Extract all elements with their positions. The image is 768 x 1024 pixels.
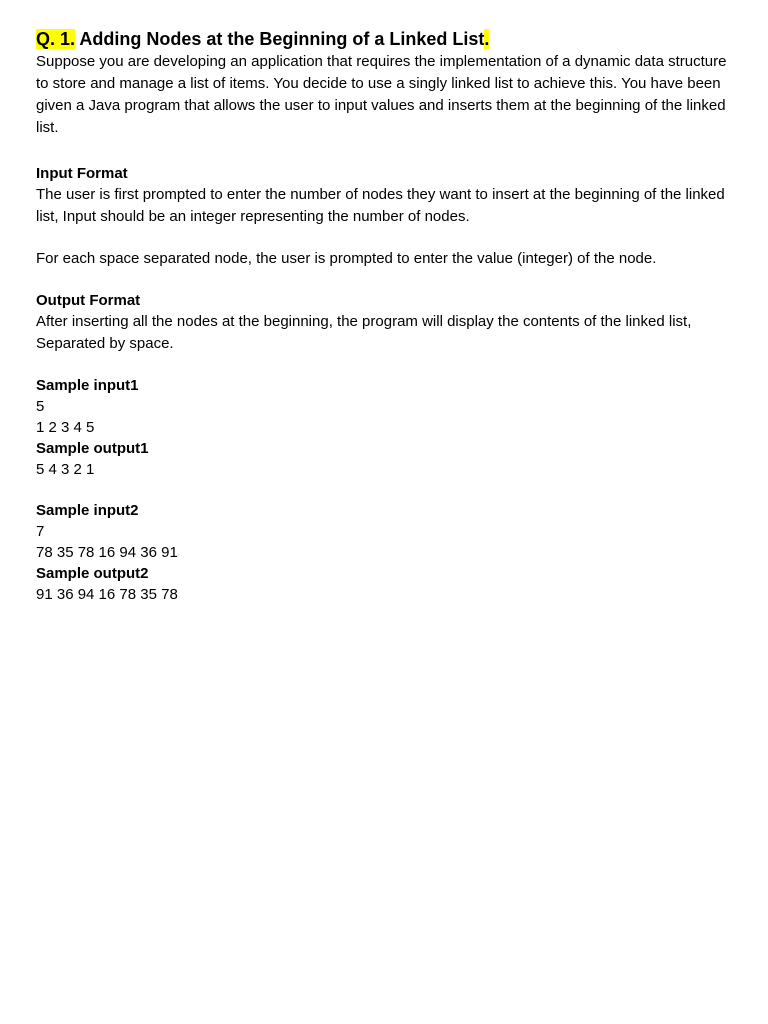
document-page bbox=[36, 27, 736, 605]
sample-output1-label: Sample output1 bbox=[36, 440, 149, 457]
spacer bbox=[36, 270, 736, 290]
sample-input1-values: 1 2 3 4 5 bbox=[36, 419, 95, 436]
input-format-heading: Input Format bbox=[36, 165, 128, 182]
output-format-text: After inserting all the nodes at the beginning, the program will display the contents of the linked list, Separated by space. bbox=[36, 313, 692, 352]
spacer bbox=[36, 228, 736, 248]
sample-output2-label: Sample output2 bbox=[36, 565, 149, 582]
intro-paragraph: Suppose you are developing an application that requires the implementation of a dynamic data structure to store and manage a list of items. You decide to use a singly linked list to achieve this. You have been given a Java program that allows the user to input values and inserts them at the beginning of the linked list. bbox=[36, 53, 727, 136]
sample-input2-values: 78 35 78 16 94 36 91 bbox=[36, 544, 178, 561]
question-number-label: Q. 1. bbox=[36, 29, 76, 49]
spacer bbox=[36, 139, 736, 163]
sample-input2-count: 7 bbox=[36, 523, 45, 540]
spacer bbox=[36, 480, 736, 500]
question-title bbox=[36, 27, 736, 51]
sample-input1-label: Sample input1 bbox=[36, 377, 139, 394]
sample-output2-values: 91 36 94 16 78 35 78 bbox=[36, 586, 178, 603]
question-title-end: . bbox=[484, 29, 490, 49]
input-format-node-text: For each space separated node, the user is prompted to enter the value (integer) of the node. bbox=[36, 250, 657, 267]
question-title-text: Adding Nodes at the Beginning of a Linked List bbox=[79, 29, 485, 49]
sample-input1-count: 5 bbox=[36, 398, 45, 415]
input-format-text: The user is first prompted to enter the number of nodes they want to insert at the beginning of the linked list, Input should be an integer representing the number of nodes. bbox=[36, 186, 725, 225]
spacer bbox=[36, 355, 736, 375]
output-format-heading: Output Format bbox=[36, 292, 141, 309]
sample-output1-values: 5 4 3 2 1 bbox=[36, 461, 95, 478]
sample-input2-label: Sample input2 bbox=[36, 502, 139, 519]
